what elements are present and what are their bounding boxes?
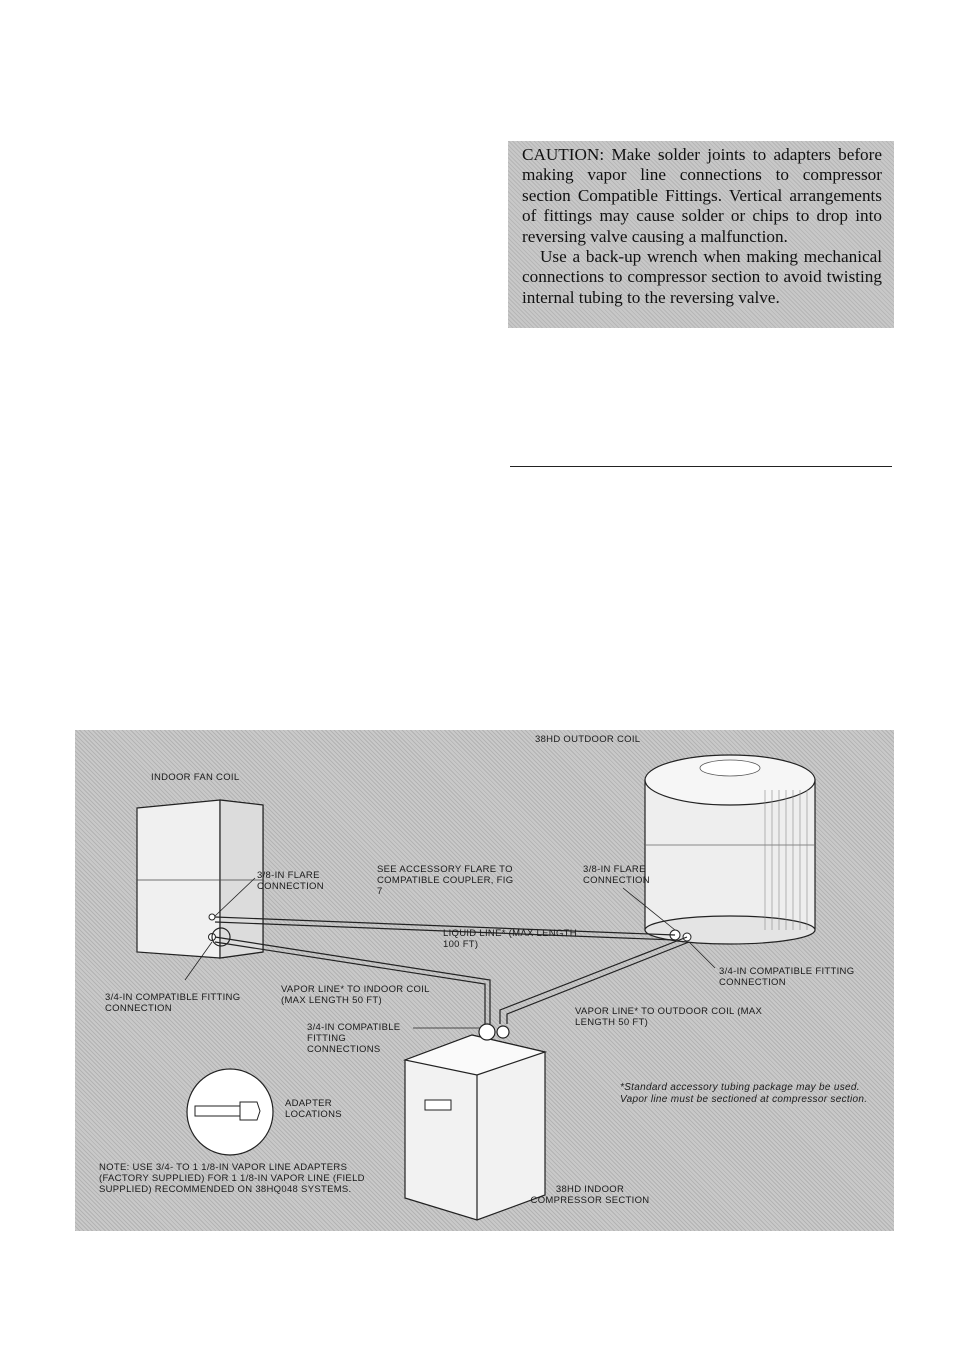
outdoor-coil-unit [645, 755, 815, 944]
see-accessory-label: SEE ACCESSORY FLARE TO COMPATIBLE COUPLER, FIG 7 [377, 864, 514, 897]
caution-paragraph-1: CAUTION: Make solder joints to adapters before making vapor line connections to compressor section Compatible Fittings. Vertical arrangements of fittings may cause solder or chips to drop into reversing valve causing a malfunction. [522, 145, 882, 246]
caution-paragraph-2: Use a back-up wrench when making mechanical connections to compressor section to avoid twisting internal tubing to the reversing valve. [522, 247, 882, 307]
indoor-fan-coil-label: INDOOR FAN COIL [151, 772, 240, 783]
installation-figure [75, 730, 894, 1231]
indoor-fan-coil-unit [137, 800, 263, 958]
liquid-line-label: LIQUID LINE* (MAX LENGTH 100 FT) [443, 928, 577, 950]
vapor-line-outdoor-label: VAPOR LINE* TO OUTDOOR COIL (MAX LENGTH 50 FT) [575, 1006, 763, 1028]
compatible-fitting-left-label: 3/4-IN COMPATIBLE FITTING CONNECTION [105, 992, 241, 1014]
adapter-locations-label: ADAPTER LOCATIONS [285, 1098, 342, 1120]
compressor-section-label: 38HD INDOOR COMPRESSOR SECTION [530, 1184, 650, 1206]
adapter-note: NOTE: USE 3/4- TO 1 1/8-IN VAPOR LINE ADAPTERS (FACTORY SUPPLIED) FOR 1 1/8-IN VAPOR LINE (FIELD SUPPLIED) RECOMMENDED ON 38HQ048 SYSTEMS. [99, 1162, 365, 1195]
divider-rule [510, 466, 892, 467]
compatible-fitting-right-label: 3/4-IN COMPATIBLE FITTING CONNECTION [719, 966, 855, 988]
compressor-section-unit [405, 1024, 545, 1220]
compatible-fittings-center-label: 3/4-IN COMPATIBLE FITTING CONNECTIONS [307, 1022, 401, 1055]
flare-connection-right-label: 3/8-IN FLARE CONNECTION [583, 864, 650, 886]
vapor-line-indoor-label: VAPOR LINE* TO INDOOR COIL (MAX LENGTH 50 FT) [281, 984, 430, 1006]
adapter-detail [187, 1069, 273, 1155]
outdoor-coil-label: 38HD OUTDOOR COIL [535, 734, 641, 745]
flare-connection-left-label: 3/8-IN FLARE CONNECTION [257, 870, 324, 892]
tubing-footnote: *Standard accessory tubing package may be used. Vapor line must be sectioned at compressor section. [620, 1082, 868, 1105]
caution-box [508, 141, 894, 328]
